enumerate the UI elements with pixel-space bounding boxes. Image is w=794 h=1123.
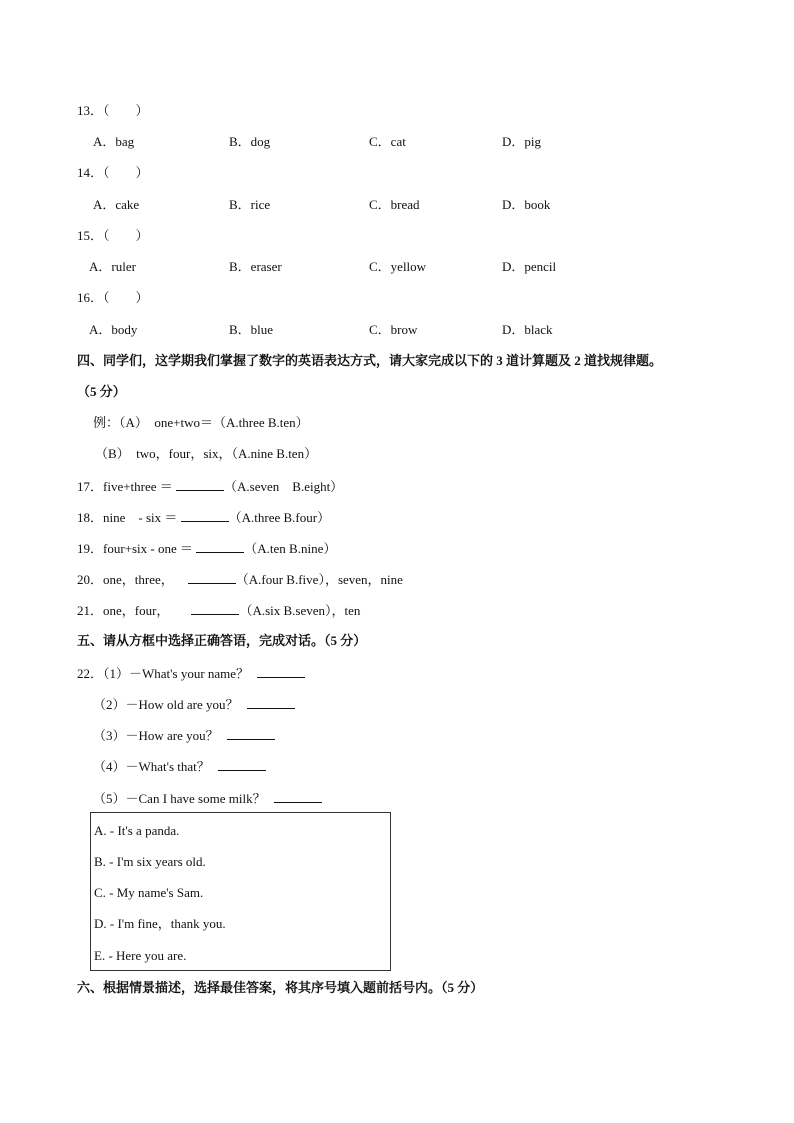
question-21-prefix: 21．one，four，: [77, 603, 170, 618]
example-a: 例：（A） one+two＝（A.three B.ten）: [93, 415, 309, 430]
question-15-number: 15．（ ）: [77, 228, 149, 243]
dialogue-prompt: （1）－What's your name？: [103, 666, 250, 681]
answer-option-e: E. - Here you are.: [94, 948, 187, 963]
question-22-item-5: [93, 790, 322, 807]
question-22-number: 22．: [77, 666, 104, 681]
question-13-option-b: B．dog: [229, 134, 271, 149]
question-20-options: （A.four B.five），seven，nine: [235, 572, 403, 587]
question-13-option-c: C．cat: [369, 134, 406, 149]
question-17-options: （A.seven B.eight）: [224, 479, 344, 494]
section-6-heading: 六、根据情景描述，选择最佳答案，将其序号填入题前括号内。（5 分）: [77, 980, 484, 995]
question-15-option-b: B．eraser: [229, 259, 282, 274]
question-13-number: 13．（ ）: [77, 103, 149, 118]
question-14-option-b: B．rice: [229, 197, 271, 212]
question-17-prefix: 17．five+three ＝: [77, 479, 177, 494]
dialogue-prompt: （3）－How are you？: [93, 728, 219, 743]
question-14-option-c: C．bread: [369, 197, 420, 212]
question-15-option-c: C．yellow: [369, 259, 427, 274]
question-22-item-2: [93, 696, 295, 713]
answer-blank[interactable]: [274, 790, 322, 803]
question-14-number: 14．（ ）: [77, 165, 149, 180]
question-22-item-1: [77, 665, 305, 682]
answer-blank[interactable]: [176, 478, 224, 491]
section-4-score: （5 分）: [77, 384, 126, 399]
answer-blank[interactable]: [196, 540, 244, 553]
question-16-number: 16．（ ）: [77, 290, 149, 305]
dialogue-prompt: （4）－What's that？: [93, 759, 210, 774]
answer-blank[interactable]: [227, 727, 275, 740]
question-16-option-c: C．brow: [369, 322, 418, 337]
answer-blank[interactable]: [257, 665, 305, 678]
answer-blank[interactable]: [188, 571, 236, 584]
question-19-prefix: 19．four+six - one ＝: [77, 541, 197, 556]
question-16-option-b: B．blue: [229, 322, 274, 337]
answer-blank[interactable]: [181, 509, 229, 522]
section-5-heading: 五、请从方框中选择正确答语，完成对话。（5 分）: [77, 633, 367, 648]
question-20: [77, 571, 403, 588]
answer-option-d: D. - I'm fine，thank you.: [94, 916, 226, 931]
question-20-prefix: 20．one，three，: [77, 572, 174, 587]
answer-blank[interactable]: [191, 602, 239, 615]
question-14-option-d: D．book: [502, 197, 551, 212]
question-13-option-a: A．bag: [93, 134, 135, 149]
question-17: [77, 478, 343, 495]
question-16-option-d: D．black: [502, 322, 553, 337]
question-21-options: （A.six B.seven），ten: [239, 603, 361, 618]
question-22-item-4: [93, 758, 266, 775]
question-16-option-a: A．body: [89, 322, 138, 337]
dialogue-prompt: （2）－How old are you？: [93, 697, 239, 712]
question-15-option-d: D．pencil: [502, 259, 557, 274]
question-22-item-3: [93, 727, 275, 744]
question-13-option-d: D．pig: [502, 134, 542, 149]
example-b: （B） two，four，six，（A.nine B.ten）: [95, 446, 318, 461]
question-18-options: （A.three B.four）: [228, 510, 331, 525]
question-19: [77, 540, 336, 557]
answer-option-b: B. - I'm six years old.: [94, 854, 206, 869]
question-21: [77, 602, 360, 619]
answer-blank[interactable]: [218, 758, 266, 771]
question-19-options: （A.ten B.nine）: [244, 541, 337, 556]
question-18: [77, 509, 330, 526]
question-15-option-a: A．ruler: [89, 259, 136, 274]
dialogue-prompt: （5）－Can I have some milk？: [93, 791, 266, 806]
question-14-option-a: A．cake: [93, 197, 140, 212]
answer-option-a: A. - It's a panda.: [94, 823, 180, 838]
section-4-heading: 四、同学们，这学期我们掌握了数字的英语表达方式，请大家完成以下的 3 道计算题及 2 道找规律题。: [77, 353, 663, 368]
answer-blank[interactable]: [247, 696, 295, 709]
answer-option-c: C. - My name's Sam.: [94, 885, 204, 900]
question-18-prefix: 18．nine - six ＝: [77, 510, 181, 525]
